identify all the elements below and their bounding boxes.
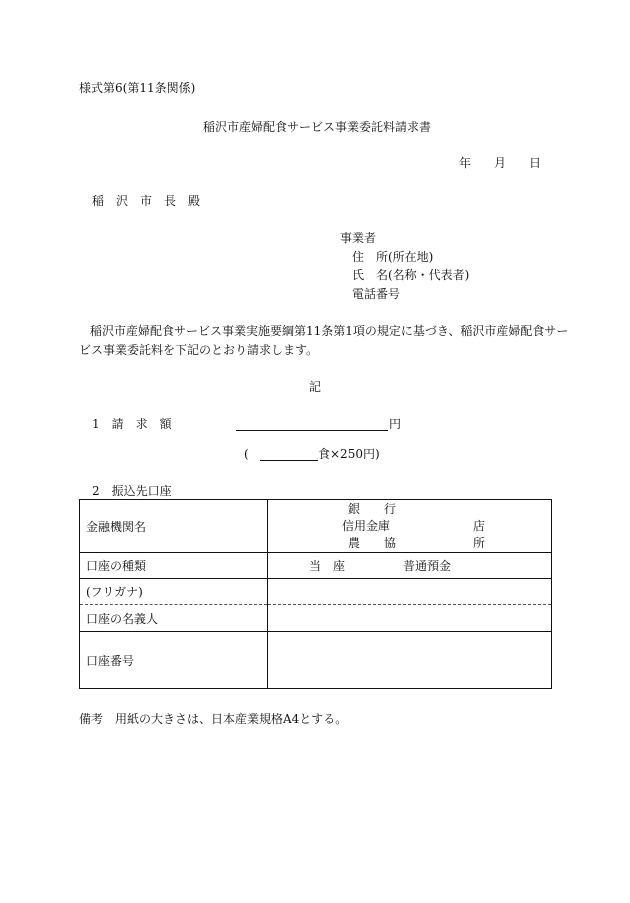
- furigana-value-cell: [268, 579, 552, 605]
- body-text-line1: 稲沢市産婦配食サービス事業実施要綱第11条第1項の規定に基づき、稲沢市産婦配食サー: [90, 324, 569, 338]
- office-text: 所: [473, 536, 486, 550]
- furigana-label: (フリガナ): [80, 579, 268, 605]
- applicant-phone: 電話番号: [352, 287, 401, 301]
- bank-account-table: [79, 499, 552, 689]
- item1-label: 1 請 求 額: [92, 417, 172, 431]
- addressee: 稲 沢 市 長 殿: [92, 194, 201, 208]
- applicant-heading: 事業者: [340, 231, 377, 245]
- applicant-name: 氏 名(名称・代表者): [352, 268, 470, 282]
- futsu-text: 普通預金: [403, 559, 452, 573]
- date-year: 年: [459, 156, 472, 170]
- institution-row: [80, 500, 552, 553]
- account-number-value-cell: [268, 632, 552, 689]
- amount-unit: 円: [389, 417, 402, 431]
- form-number: 様式第6(第11条関係): [79, 81, 196, 95]
- branch-text: 店: [473, 519, 486, 533]
- body-text-line2: ビス事業委託料を下記のとおり請求します。: [79, 343, 319, 357]
- shinkin-text: 信用金庫: [342, 519, 391, 533]
- account-number-row: [80, 632, 552, 689]
- amount-underline: [236, 430, 388, 431]
- document-title: 稲沢市産婦配食サービス事業委託料請求書: [203, 120, 432, 134]
- account-type-row: [80, 553, 552, 579]
- touza-text: 当 座: [309, 559, 346, 573]
- account-number-label: 口座番号: [80, 632, 268, 689]
- applicant-address: 住 所(所在地): [352, 250, 434, 264]
- holder-row: [80, 605, 552, 632]
- institution-label: 金融機関名: [80, 500, 268, 553]
- ki-heading: 記: [309, 380, 322, 394]
- calc-text: 食×250円): [318, 447, 380, 461]
- calc-open: (: [244, 447, 249, 461]
- holder-value-cell: [268, 605, 552, 632]
- bank-text: 銀 行: [348, 502, 397, 516]
- date-day: 日: [529, 156, 542, 170]
- furigana-row: [80, 579, 552, 605]
- account-type-label: 口座の種類: [80, 553, 268, 579]
- account-type-value-cell: [268, 553, 552, 579]
- institution-value-cell: [268, 500, 552, 553]
- meal-count-underline: [260, 460, 318, 461]
- holder-label: 口座の名義人: [80, 605, 268, 632]
- date-month: 月: [494, 156, 507, 170]
- item2-label: 2 振込先口座: [92, 484, 172, 498]
- nokyo-text: 農 協: [348, 536, 397, 550]
- remarks: 備考 用紙の大きさは、日本産業規格A4とする。: [79, 712, 348, 726]
